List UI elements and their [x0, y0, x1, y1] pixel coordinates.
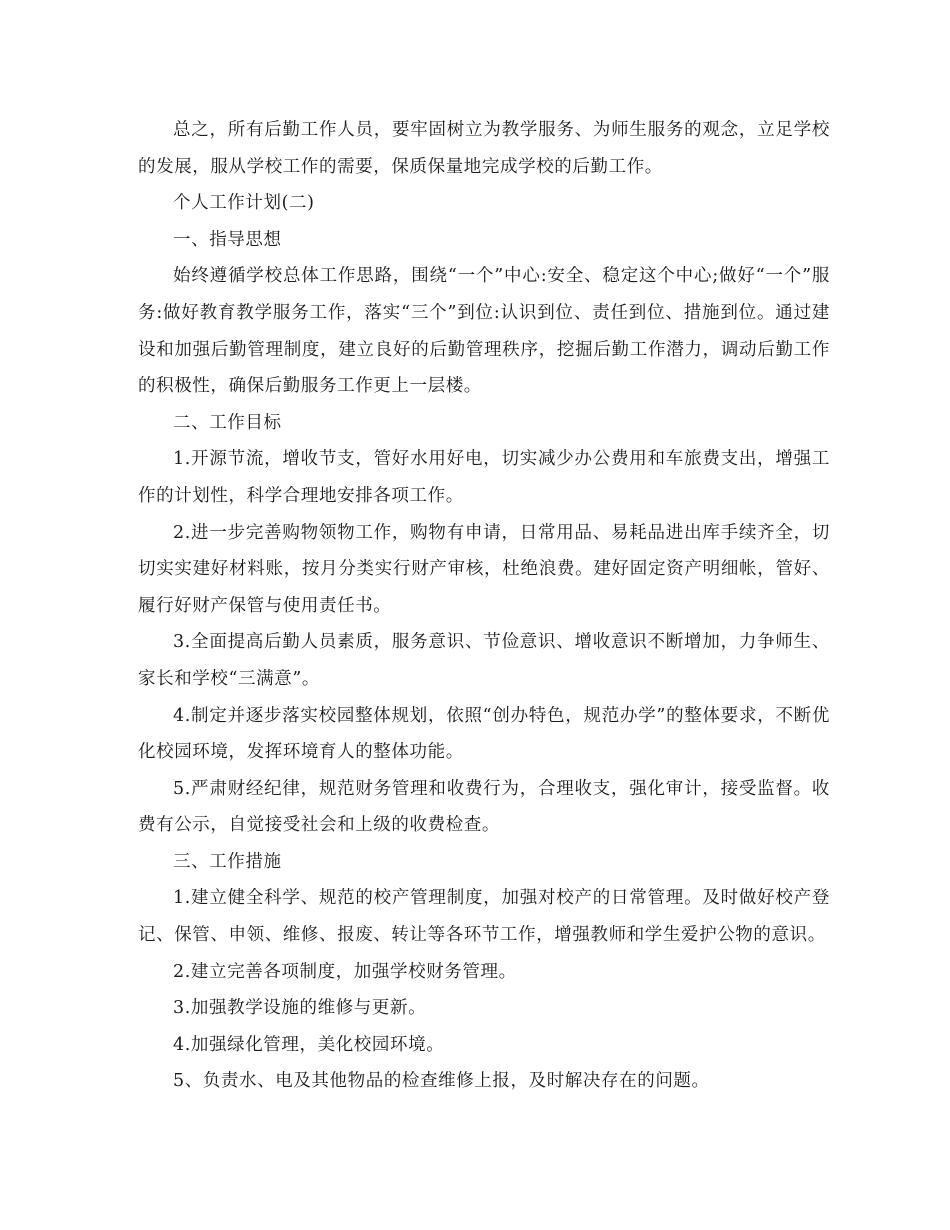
paragraph-guiding-ideology: 始终遵循学校总体工作思路，围绕“一个”中心:安全、稳定这个中心;做好“一个”服务:做好教育教学服务工作，落实“三个”到位:认识到位、责任到位、措施到位。通过建设和加强后勤管理制度，建立良好的后勤管理秩序，挖掘后勤工作潜力，调动后勤工作的积极性，确保后勤服务工作更上一层楼。: [138, 266, 830, 397]
goal-item-4: 4.制定并逐步落实校园整体规划，依照“创办特色，规范办学”的整体要求，不断优化校园环境，发挥环境育人的整体功能。: [138, 705, 830, 763]
goal-item-2: 2.进一步完善购物领物工作，购物有申请，日常用品、易耗品进出库手续齐全，切切实实建好材料账，按月分类实行财产审核，杜绝浪费。建好固定资产明细帐，管好、履行好财产保管与使用责任书。: [138, 522, 830, 616]
heading-work-measures: 三、工作措施: [173, 851, 282, 872]
measure-item-5: 5、负责水、电及其他物品的检查维修上报，及时解决存在的问题。: [173, 1071, 710, 1092]
measure-item-2: 2.建立完善各项制度，加强学校财务管理。: [173, 961, 517, 982]
heading-guiding-ideology: 一、指导思想: [173, 229, 282, 250]
goal-item-3: 3.全面提高后勤人员素质，服务意识、节俭意识、增收意识不断增加，力争师生、家长和学校“三满意”。: [138, 632, 830, 689]
section-title: 个人工作计划(二): [173, 193, 315, 214]
heading-work-goals: 二、工作目标: [173, 412, 282, 433]
document-body: [138, 112, 830, 1100]
paragraph-summary: 总之，所有后勤工作人员，要牢固树立为教学服务、为师生服务的观念，立足学校的发展，服从学校工作的需要，保质保量地完成学校的后勤工作。: [138, 120, 830, 177]
measure-item-1: 1.建立健全科学、规范的校产管理制度，加强对校产的日常管理。及时做好校产登记、保管、申领、维修、报废、转让等各环节工作，增强教师和学生爱护公物的意识。: [138, 888, 830, 946]
goal-item-1: 1.开源节流，增收节支，管好水用好电，切实减少办公费用和车旅费支出，增强工作的计划性，科学合理地安排各项工作。: [138, 449, 830, 506]
measure-item-3: 3.加强教学设施的维修与更新。: [173, 998, 427, 1019]
goal-item-5: 5.严肃财经纪律，规范财务管理和收费行为，合理收支，强化审计，接受监督。收费有公示，自觉接受社会和上级的收费检查。: [138, 778, 830, 836]
measure-item-4: 4.加强绿化管理，美化校园环境。: [173, 1034, 445, 1055]
